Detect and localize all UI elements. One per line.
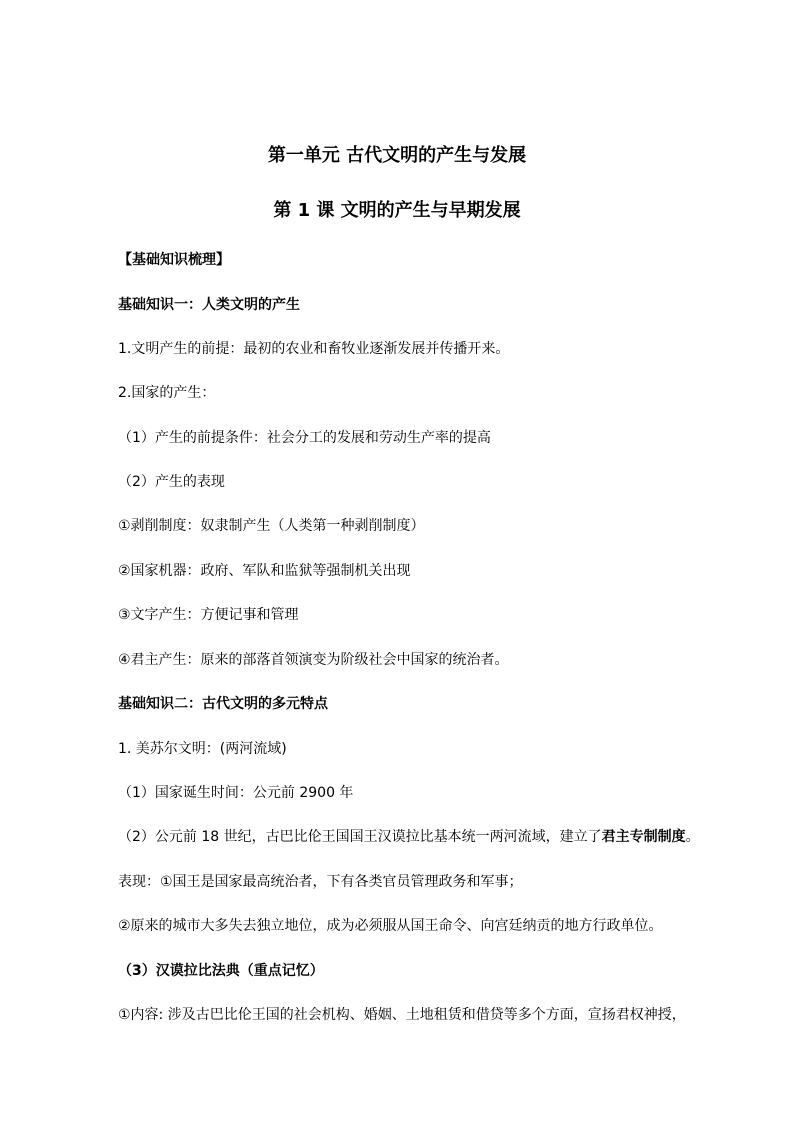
part2-item1: 1. 美苏尔文明：(两河流域) (118, 741, 287, 757)
part2-sub1: （1）国家诞生时间：公元前 2900 年 (118, 785, 354, 801)
part2-sub2-emphasis: 君主专制制度 (601, 829, 686, 845)
section-label: 【基础知识梳理】 (118, 252, 230, 268)
part1-sub1: （1）产生的前提条件：社会分工的发展和劳动生产率的提高 (118, 430, 491, 446)
part1-point3: ③文字产生：方便记事和管理 (118, 607, 299, 623)
part2-sub2-prefix: （2）公元前 18 世纪，古巴比伦王国国王汉谟拉比基本统一两河流域，建立了 (118, 829, 602, 845)
lesson-title: 第 1 课 文明的产生与早期发展 (273, 200, 521, 221)
part2-sub2-suffix: 。 (685, 829, 700, 845)
part1-heading: 基础知识一：人类文明的产生 (118, 297, 300, 313)
part2-sub2 (118, 827, 700, 847)
part2-content: ①内容: 涉及古巴比伦王国的社会机构、婚姻、土地租赁和借贷等多个方面，宣扬君权神授， (118, 1007, 686, 1023)
part2-manifest2: ②原来的城市大多失去独立地位，成为必须服从国王命令、向宫廷纳贡的地方行政单位。 (118, 918, 663, 934)
part2-manifest1: 表现：①国王是国家最高统治者，下有各类官员管理政务和军事； (118, 874, 523, 890)
part1-point2: ②国家机器：政府、军队和监狱等强制机关出现 (118, 563, 411, 579)
part1-point4: ④君主产生：原来的部落首领演变为阶级社会中国家的统治者。 (118, 652, 509, 668)
unit-title: 第一单元 古代文明的产生与发展 (267, 145, 527, 166)
part1-point1: ①剥削制度：奴隶制产生（人类第一种剥削制度） (118, 518, 425, 534)
part1-item1: 1.文明产生的前提：最初的农业和畜牧业逐渐发展并传播开来。 (118, 341, 510, 357)
part1-item2: 2.国家的产生： (118, 385, 216, 401)
part2-heading: 基础知识二：古代文明的多元特点 (118, 696, 328, 712)
part2-sub3: （3）汉谟拉比法典（重点记忆） (118, 963, 324, 979)
part1-sub2: （2）产生的表现 (118, 474, 225, 490)
